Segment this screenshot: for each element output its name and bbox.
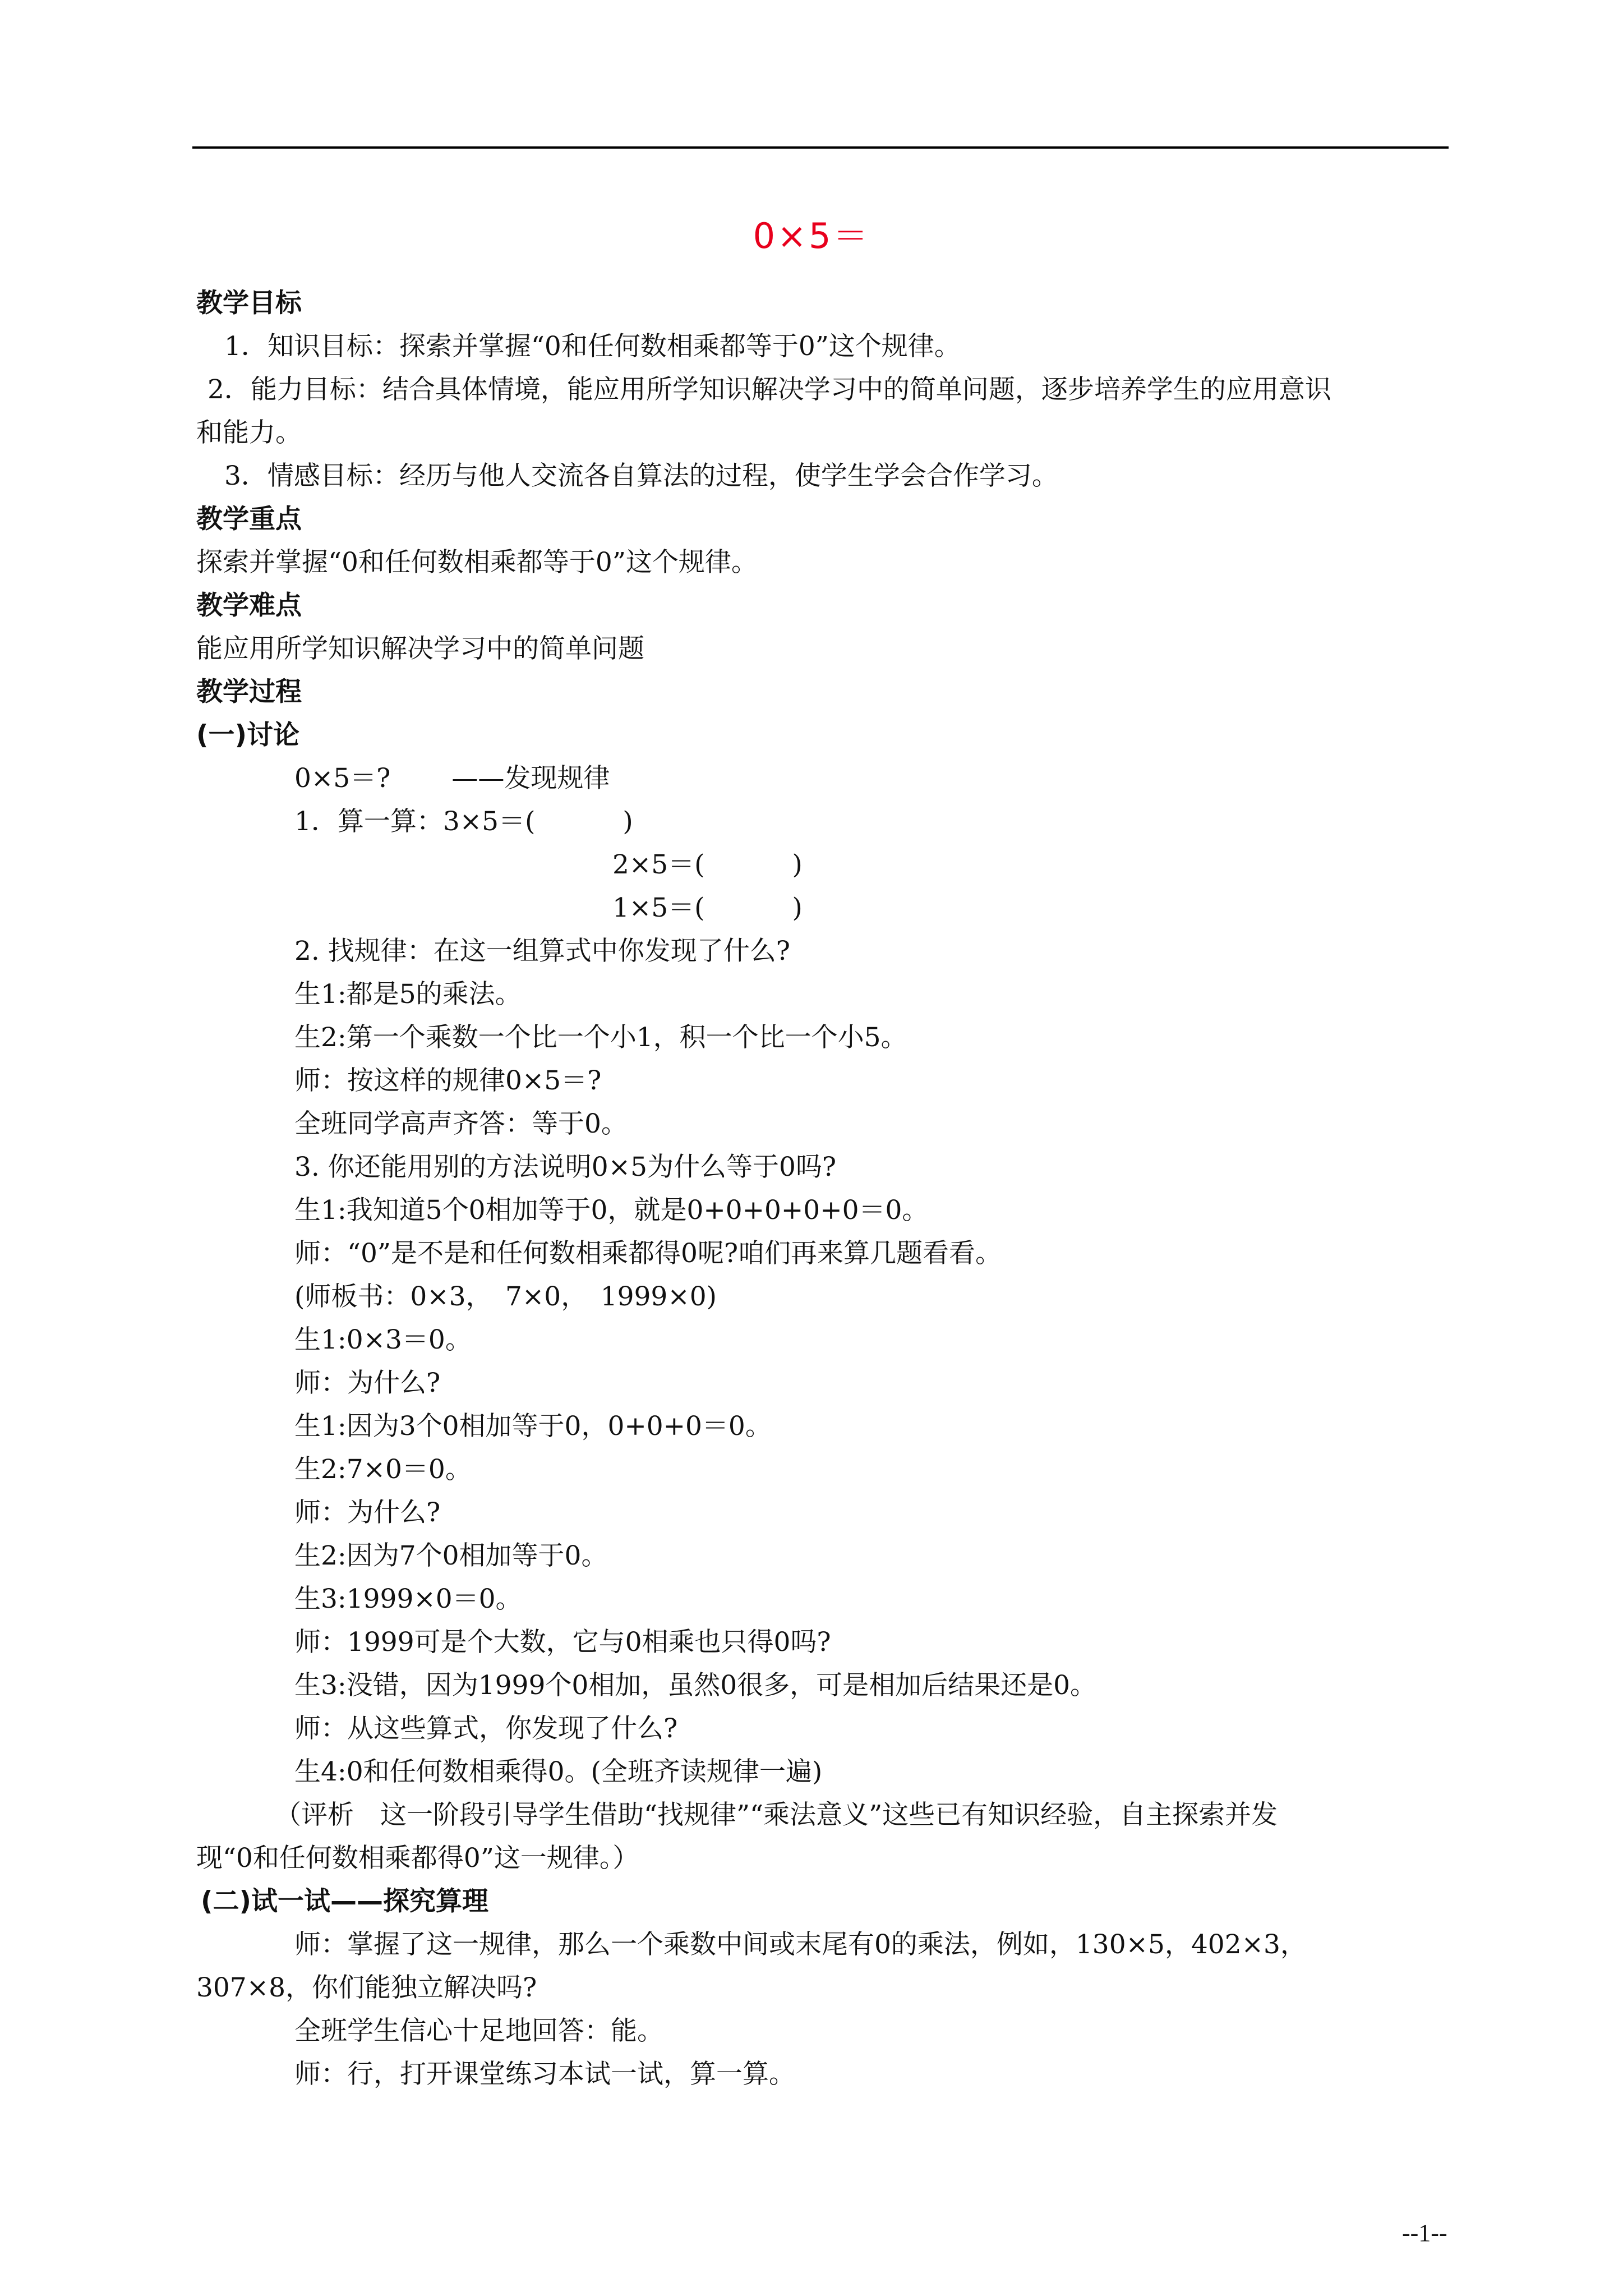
objective-item-3: 3．情感目标：经历与他人交流各自算法的过程，使学生学会合作学习。	[224, 461, 1058, 491]
process-heading: 教学过程	[196, 677, 302, 707]
section-1-heading: (一)讨论	[196, 720, 299, 751]
objectives-heading: 教学目标	[196, 288, 302, 319]
discussion-line: 师：1999可是个大数，它与0相乘也只得0吗?	[294, 1627, 831, 1658]
trial-line-2: 307×8，你们能独立解决吗?	[196, 1972, 537, 2003]
header-rule	[192, 146, 1449, 149]
page-number: --1--	[1402, 2219, 1447, 2247]
discussion-line: 2. 找规律：在这一组算式中你发现了什么?	[294, 936, 790, 967]
discussion-line: 生4:0和任何数相乘得0。(全班齐读规律一遍)	[294, 1756, 823, 1787]
discussion-line: 生1:我知道5个0相加等于0，就是0+0+0+0+0＝0。	[294, 1195, 929, 1226]
discussion-line: 3. 你还能用别的方法说明0×5为什么等于0吗?	[294, 1152, 837, 1182]
trial-line-3: 全班学生信心十足地回答：能。	[294, 2016, 663, 2046]
discussion-line: 师：为什么?	[294, 1497, 441, 1528]
discussion-line: 生1:0×3＝0。	[294, 1324, 472, 1355]
discussion-line: 生1:因为3个0相加等于0，0+0+0＝0。	[294, 1411, 772, 1442]
discussion-line: 全班同学高声齐答：等于0。	[294, 1108, 628, 1139]
discussion-line: 生2:因为7个0相加等于0。	[294, 1540, 608, 1571]
discussion-line: (师板书：0×3， 7×0， 1999×0)	[294, 1281, 717, 1312]
comment-line-2: 现“0和任何数相乘都得0”这一规律。）	[196, 1843, 639, 1874]
objective-item-2-cont: 和能力。	[196, 417, 302, 448]
discussion-line: 1×5＝( )	[612, 892, 803, 923]
discussion-line: 生2:第一个乘数一个比一个小1，积一个比一个小5。	[294, 1022, 907, 1053]
comment-line-1: （评析 这一阶段引导学生借助“找规律”“乘法意义”这些已有知识经验，自主探索并发	[275, 1800, 1278, 1830]
discussion-line: 生1:都是5的乘法。	[294, 979, 522, 1010]
discussion-line: 0×5＝? ——发现规律	[294, 763, 610, 794]
objective-item-2: 2．能力目标：结合具体情境，能应用所学知识解决学习中的简单问题，逐步培养学生的应用意识	[208, 374, 1331, 405]
key-point-text: 探索并掌握“0和任何数相乘都等于0”这个规律。	[196, 547, 758, 578]
difficulty-text: 能应用所学知识解决学习中的简单问题	[196, 633, 644, 664]
page-title: 0×5＝	[753, 215, 870, 256]
discussion-line: 2×5＝( )	[612, 849, 803, 880]
section-2-heading: (二)试一试——探究算理	[201, 1886, 488, 1917]
objective-item-1: 1．知识目标：探索并掌握“0和任何数相乘都等于0”这个规律。	[224, 331, 961, 362]
discussion-line: 师：从这些算式，你发现了什么?	[294, 1713, 678, 1744]
discussion-line: 师：按这样的规律0×5＝?	[294, 1065, 602, 1096]
trial-line-4: 师：行，打开课堂练习本试一试，算一算。	[294, 2059, 795, 2090]
difficulty-heading: 教学难点	[196, 590, 302, 621]
trial-line-1: 师：掌握了这一规律，那么一个乘数中间或末尾有0的乘法，例如，130×5，402×3，	[294, 1929, 1307, 1960]
discussion-line: 师：为什么?	[294, 1368, 441, 1398]
key-point-heading: 教学重点	[196, 504, 302, 535]
discussion-line: 生2:7×0＝0。	[294, 1454, 472, 1485]
discussion-line: 生3:没错，因为1999个0相加，虽然0很多，可是相加后结果还是0。	[294, 1670, 1097, 1701]
discussion-line: 生3:1999×0＝0。	[294, 1584, 522, 1614]
discussion-line: 师：“0”是不是和任何数相乘都得0呢?咱们再来算几题看看。	[294, 1238, 1002, 1269]
discussion-line: 1．算一算：3×5＝( )	[294, 806, 633, 837]
